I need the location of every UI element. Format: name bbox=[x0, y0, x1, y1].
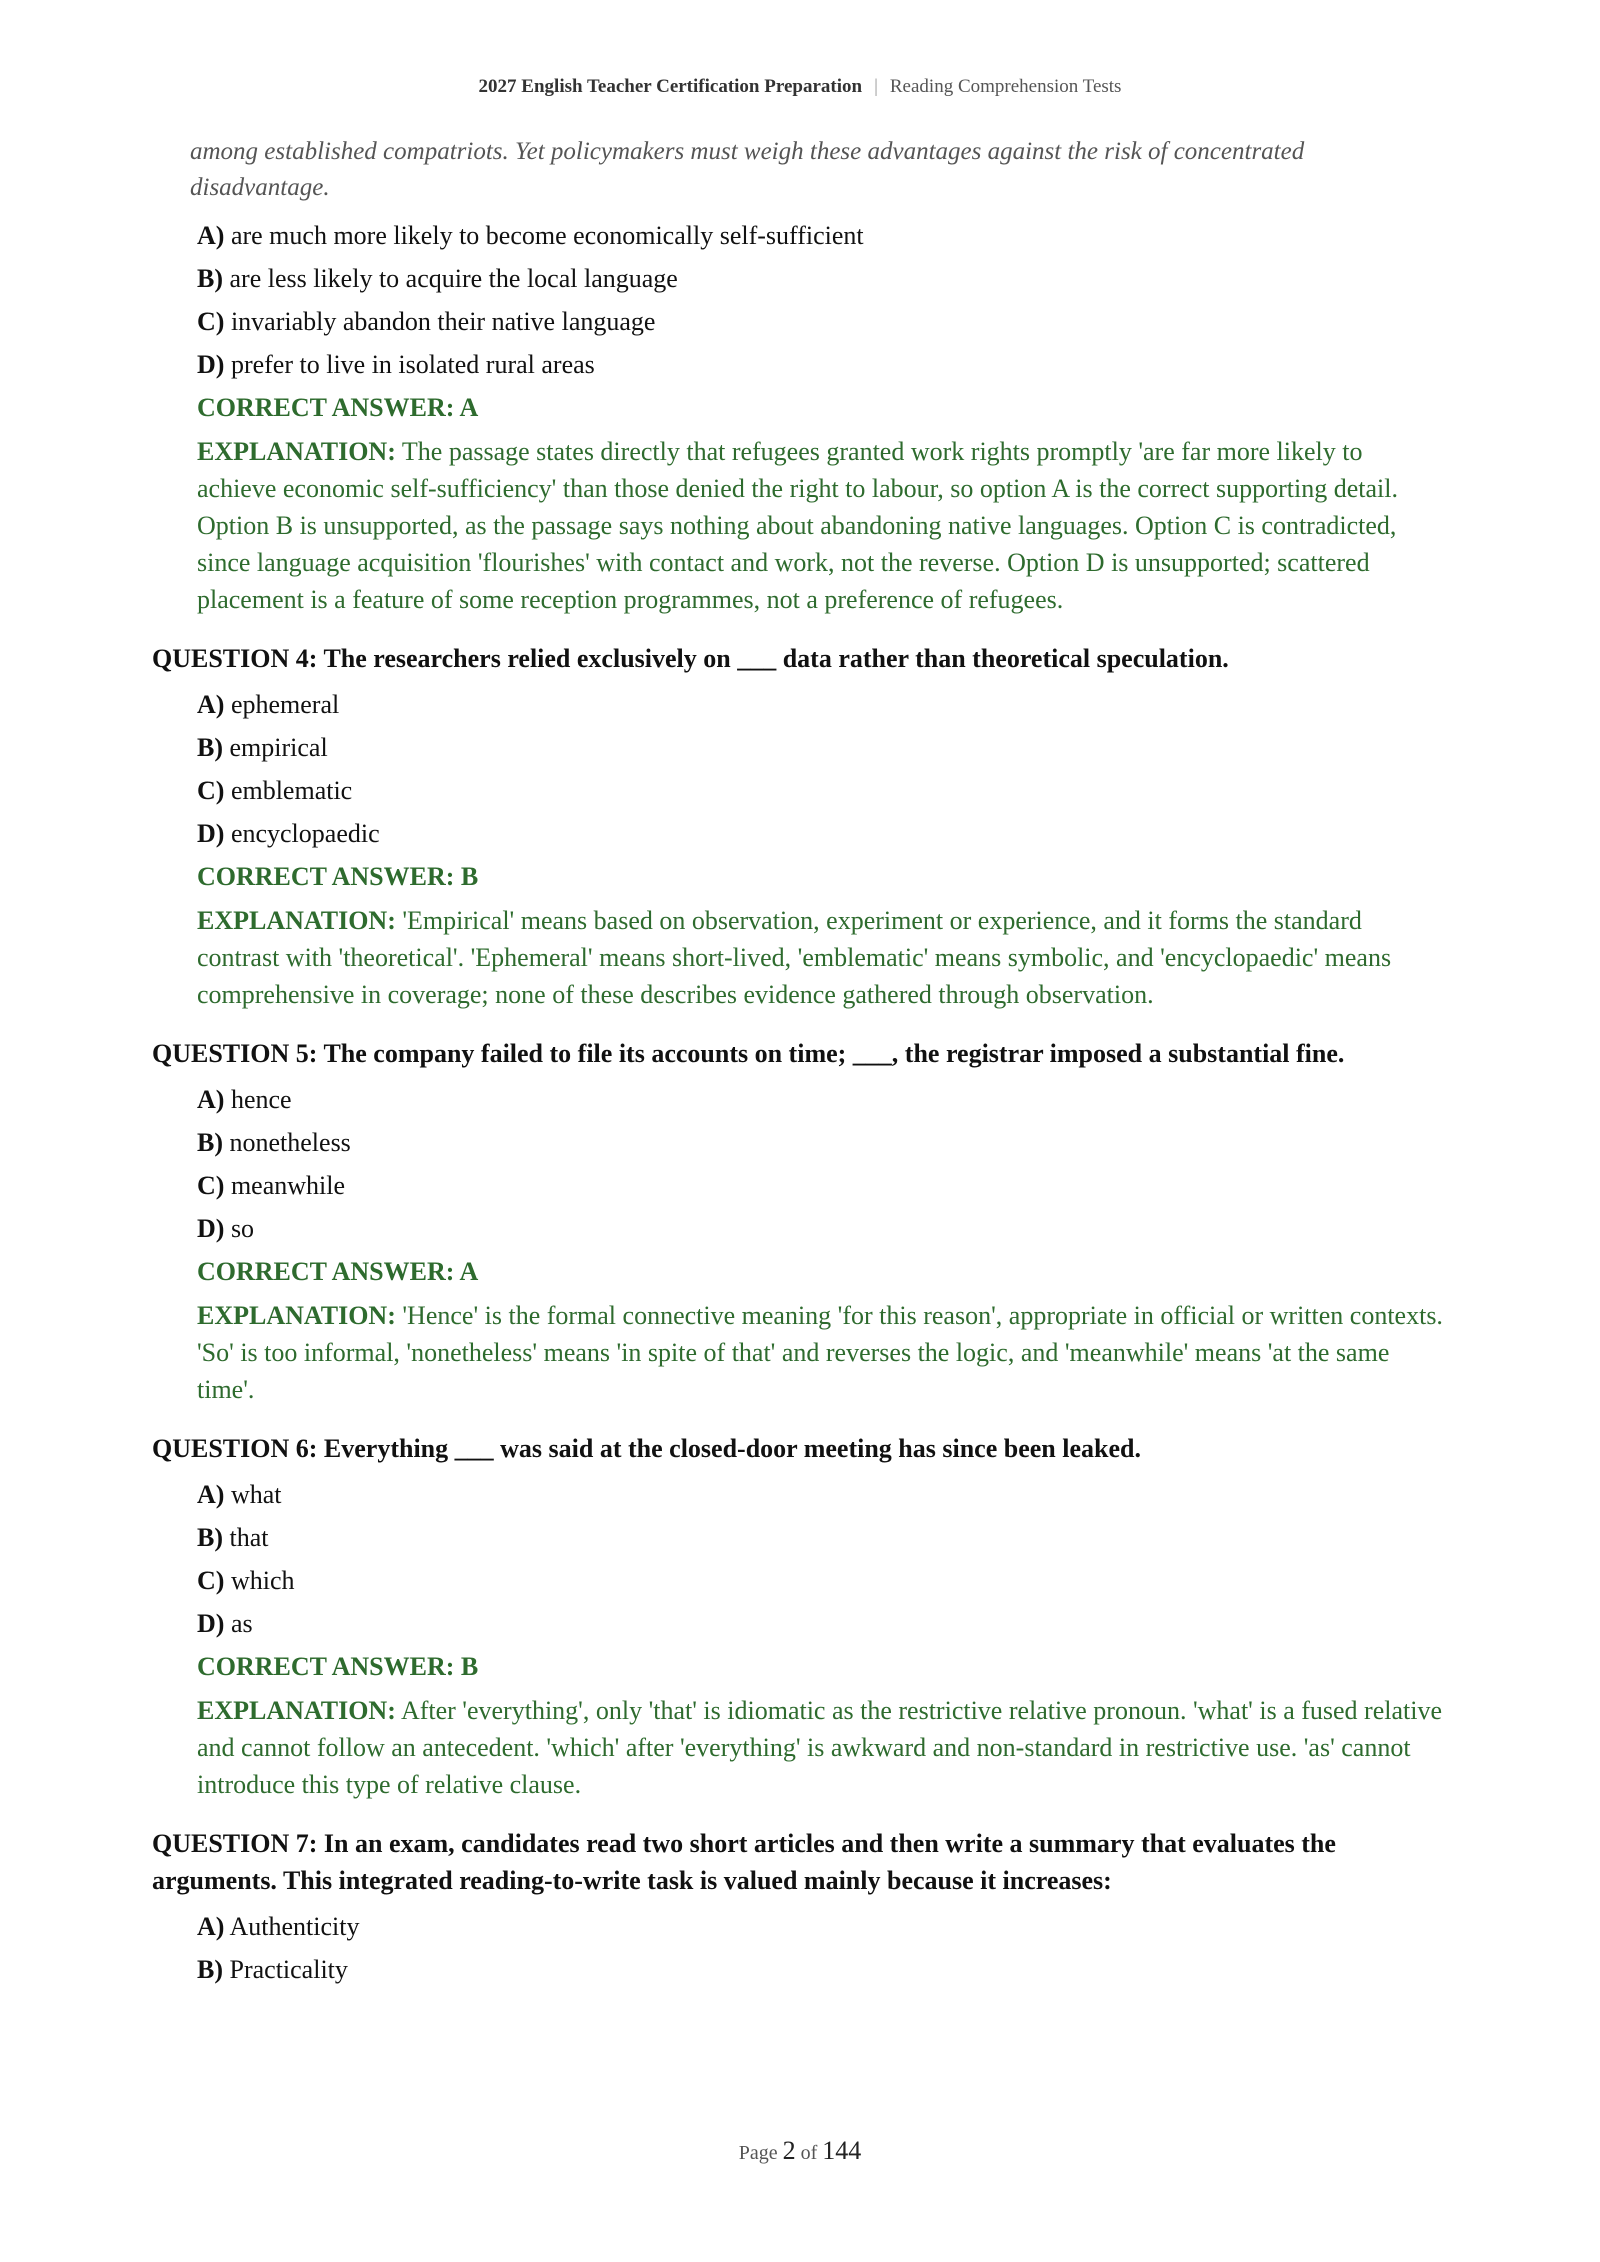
explanation-text: 'Empirical' means based on observation, experiment or experience, and it forms the standard contrast with 'theoretical'. 'Ephemeral' means short-lived, 'emblematic' means symbolic, and 'encyclopaedic' means comprehensive in coverage; none of these describes evidence gathered through observation. bbox=[197, 906, 1392, 1009]
option-letter: B) bbox=[197, 1955, 223, 1984]
option-c bbox=[197, 1164, 1448, 1207]
option-letter: C) bbox=[197, 307, 225, 336]
option-text: are much more likely to become economically self-sufficient bbox=[230, 221, 864, 250]
option-text: nonetheless bbox=[229, 1128, 351, 1157]
correct-answer: CORRECT ANSWER: A bbox=[197, 1257, 479, 1286]
question-4-options bbox=[197, 683, 1448, 855]
option-b bbox=[197, 1121, 1448, 1164]
option-letter: C) bbox=[197, 1566, 225, 1595]
option-a bbox=[197, 1905, 1448, 1948]
explanation bbox=[197, 1297, 1448, 1408]
option-letter: B) bbox=[197, 733, 223, 762]
question-6 bbox=[152, 1430, 1448, 1803]
option-letter: C) bbox=[197, 776, 225, 805]
option-text: that bbox=[229, 1523, 269, 1552]
option-text: hence bbox=[230, 1085, 292, 1114]
explanation-text: After 'everything', only 'that' is idiomatic as the restrictive relative pronoun. 'what' is a fused relative and cannot follow an antecedent. 'which' after 'everything' is awkward and non-standard in restrictive use. 'as' cannot introduce this type of relative clause. bbox=[197, 1696, 1443, 1799]
question-stem: QUESTION 6: Everything ___ was said at the closed-door meeting has since been leaked. bbox=[152, 1434, 1141, 1463]
option-text: as bbox=[230, 1609, 253, 1638]
option-d bbox=[197, 1207, 1448, 1250]
header-separator: | bbox=[874, 76, 878, 97]
option-letter: D) bbox=[197, 819, 225, 848]
explanation-label: EXPLANATION: bbox=[197, 1301, 396, 1330]
question-7-options bbox=[197, 1905, 1448, 1991]
option-b bbox=[197, 1948, 1448, 1991]
explanation-label: EXPLANATION: bbox=[197, 1696, 396, 1725]
question-3-options bbox=[197, 214, 1448, 386]
option-letter: C) bbox=[197, 1171, 225, 1200]
option-text: Authenticity bbox=[229, 1912, 360, 1941]
question-7 bbox=[152, 1825, 1448, 1991]
option-b bbox=[197, 726, 1448, 769]
option-text: are less likely to acquire the local language bbox=[229, 264, 678, 293]
option-text: Practicality bbox=[229, 1955, 348, 1984]
correct-answer: CORRECT ANSWER: A bbox=[197, 393, 479, 422]
question-6-options bbox=[197, 1473, 1448, 1645]
explanation bbox=[197, 1692, 1448, 1803]
question-5-options bbox=[197, 1078, 1448, 1250]
option-c bbox=[197, 300, 1448, 343]
option-d bbox=[197, 812, 1448, 855]
explanation bbox=[197, 902, 1448, 1013]
option-text: prefer to live in isolated rural areas bbox=[230, 350, 595, 379]
option-b bbox=[197, 1516, 1448, 1559]
option-text: meanwhile bbox=[230, 1171, 346, 1200]
footer-page-prefix: Page bbox=[738, 2142, 778, 2164]
option-letter: A) bbox=[197, 1085, 225, 1114]
option-d bbox=[197, 343, 1448, 386]
explanation bbox=[197, 433, 1448, 618]
option-a bbox=[197, 1078, 1448, 1121]
page-footer bbox=[0, 2136, 1600, 2166]
option-a bbox=[197, 214, 1448, 257]
option-a bbox=[197, 1473, 1448, 1516]
page-number: 2 bbox=[782, 2136, 796, 2165]
running-header bbox=[0, 76, 1600, 98]
option-letter: D) bbox=[197, 350, 225, 379]
explanation-label: EXPLANATION: bbox=[197, 906, 396, 935]
question-stem: QUESTION 5: The company failed to file its accounts on time; ___, the registrar imposed a substantial fine. bbox=[152, 1039, 1345, 1068]
option-letter: A) bbox=[197, 221, 225, 250]
page-total: 144 bbox=[822, 2136, 862, 2165]
option-letter: A) bbox=[197, 1912, 225, 1941]
explanation-text: The passage states directly that refugees granted work rights promptly 'are far more likely to achieve economic self-sufficiency' than those denied the right to labour, so option A is the correct supporting detail. Option B is unsupported, as the passage says nothing about abandoning native languages. Option C is contradicted, since language acquisition 'flourishes' with contact and work, not the reverse. Option D is unsupported; scattered placement is a feature of some reception programmes, not a preference of refugees. bbox=[197, 437, 1399, 614]
option-text: which bbox=[230, 1566, 295, 1595]
option-letter: B) bbox=[197, 264, 223, 293]
option-b bbox=[197, 257, 1448, 300]
passage-excerpt: among established compatriots. Yet policymakers must weigh these advantages against the risk of concentrated disadvantage. bbox=[190, 138, 1305, 201]
option-d bbox=[197, 1602, 1448, 1645]
option-text: empirical bbox=[229, 733, 328, 762]
option-letter: D) bbox=[197, 1609, 225, 1638]
question-3-continuation bbox=[152, 214, 1448, 618]
option-text: ephemeral bbox=[230, 690, 340, 719]
correct-answer: CORRECT ANSWER: B bbox=[197, 1652, 479, 1681]
question-stem: QUESTION 4: The researchers relied exclusively on ___ data rather than theoretical speculation. bbox=[152, 644, 1229, 673]
correct-answer: CORRECT ANSWER: B bbox=[197, 862, 479, 891]
option-letter: D) bbox=[197, 1214, 225, 1243]
option-letter: B) bbox=[197, 1523, 223, 1552]
question-stem: QUESTION 7: In an exam, candidates read two short articles and then write a summary that evaluates the arguments. This integrated reading-to-write task is valued mainly because it increases: bbox=[152, 1829, 1336, 1895]
option-text: emblematic bbox=[230, 776, 353, 805]
option-c bbox=[197, 769, 1448, 812]
question-4 bbox=[152, 640, 1448, 1013]
page-content bbox=[152, 134, 1448, 1991]
option-letter: B) bbox=[197, 1128, 223, 1157]
option-text: so bbox=[230, 1214, 255, 1243]
option-text: what bbox=[230, 1480, 282, 1509]
option-c bbox=[197, 1559, 1448, 1602]
header-title: 2027 English Teacher Certification Preparation bbox=[478, 76, 863, 97]
option-letter: A) bbox=[197, 1480, 225, 1509]
header-section: Reading Comprehension Tests bbox=[889, 76, 1122, 97]
option-a bbox=[197, 683, 1448, 726]
option-text: invariably abandon their native language bbox=[230, 307, 656, 336]
explanation-label: EXPLANATION: bbox=[197, 437, 396, 466]
option-text: encyclopaedic bbox=[230, 819, 380, 848]
footer-of: of bbox=[800, 2142, 818, 2164]
question-5 bbox=[152, 1035, 1448, 1408]
option-letter: A) bbox=[197, 690, 225, 719]
explanation-text: 'Hence' is the formal connective meaning 'for this reason', appropriate in official or written contexts. 'So' is too informal, 'nonetheless' means 'in spite of that' and reverses the logic, and 'meanwhile' means 'at the same time'. bbox=[197, 1301, 1443, 1404]
